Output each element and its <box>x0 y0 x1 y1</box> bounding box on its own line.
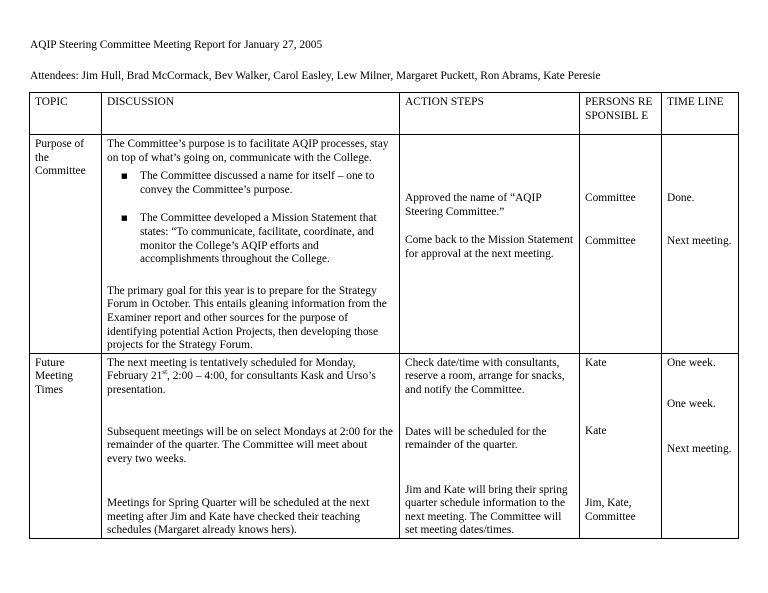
header-topic: TOPIC <box>30 93 102 135</box>
purpose-mission-discussion: The Committee developed a Mission Statement that states: “To communicate, facilitate, coordinate, and monitor the College’s AQIP efforts and accomplishments throughout the College. <box>140 212 377 266</box>
persons-subsequent: Kate <box>585 425 607 438</box>
time-purpose <box>662 135 739 354</box>
report-title: AQIP Steering Committee Meeting Report for January 27, 2005 <box>30 39 323 51</box>
purpose-intro: The Committee’s purpose is to facilitate AQIP processes, stay on top of what’s going on, communicate with the College. <box>107 138 389 164</box>
action-spring: Jim and Kate will bring their spring quarter schedule information to the next meeting. The Committee will set meeting dates/times. <box>405 483 568 537</box>
action-future-meetings <box>400 353 580 538</box>
action-next-meeting: Check date/time with consultants, reserve a room, arrange for snacks, and notify the Committee. <box>405 356 565 396</box>
meeting-report-table <box>29 92 739 539</box>
persons-name: Committee <box>585 192 636 204</box>
persons-spring: Jim, Kate, Committee <box>585 496 636 523</box>
header-time-line: TIME LINE <box>662 93 739 135</box>
time-future-meetings <box>662 353 739 538</box>
list-item <box>107 170 394 197</box>
attendees-line: Attendees: Jim Hull, Brad McCormack, Bev Walker, Carol Easley, Lew Milner, Margaret Puckett, Ron Abrams, Kate Peresie <box>30 70 601 82</box>
action-mission-return: Come back to the Mission Statement for approval at the next meeting. <box>405 234 573 260</box>
bullet-icon: ■ <box>121 214 128 223</box>
time-name: Done. <box>667 192 695 204</box>
purpose-goal: The primary goal for this year is to prepare for the Strategy Forum in October. This entails gleaning information from the Examiner report and other sources for the purpose of identifying potential Action Projects, then developing those projects for the Strategy Forum. <box>107 284 387 352</box>
meeting-spring-discussion: Meetings for Spring Quarter will be scheduled at the next meeting after Jim and Kate have checked their teaching schedules (Margaret already knows hers). <box>107 497 370 537</box>
table-row-purpose <box>30 135 739 354</box>
persons-purpose <box>580 135 662 354</box>
table-row-future-meetings <box>30 353 739 538</box>
action-purpose <box>400 135 580 354</box>
action-name-approved: Approved the name of “AQIP Steering Committee.” <box>405 192 542 218</box>
topic-future-meetings: Future Meeting Times <box>30 353 102 538</box>
topic-purpose: Purpose of the Committee <box>30 135 102 354</box>
header-persons-responsible: PERSONS RESPONSIBL E <box>580 93 662 135</box>
meeting-next-discussion: The next meeting is tentatively scheduled for Monday, February 21st, 2:00 – 4:00, for consultants Kask and Urso’s presentation. <box>107 356 376 396</box>
purpose-name-discussion: The Committee discussed a name for itself – one to convey the Committee’s purpose. <box>140 170 375 196</box>
time-subsequent: One week. <box>667 398 716 411</box>
discussion-purpose <box>102 135 400 354</box>
header-discussion: DISCUSSION <box>102 93 400 135</box>
persons-next-meeting: Kate <box>585 356 607 369</box>
header-action-steps: ACTION STEPS <box>400 93 580 135</box>
action-subsequent: Dates will be scheduled for the remainder of the quarter. <box>405 425 547 452</box>
table-header-row <box>30 93 739 135</box>
time-next-meeting: One week. <box>667 356 716 369</box>
persons-future-meetings <box>580 353 662 538</box>
time-spring: Next meeting. <box>667 442 732 455</box>
time-mission: Next meeting. <box>667 234 732 247</box>
persons-mission: Committee <box>585 234 636 247</box>
bullet-icon: ■ <box>121 172 128 181</box>
discussion-future-meetings <box>102 353 400 538</box>
list-item <box>107 212 394 266</box>
meeting-subsequent-discussion: Subsequent meetings will be on select Mondays at 2:00 for the remainder of the quarter. The Committee will meet about every two weeks. <box>107 425 393 465</box>
